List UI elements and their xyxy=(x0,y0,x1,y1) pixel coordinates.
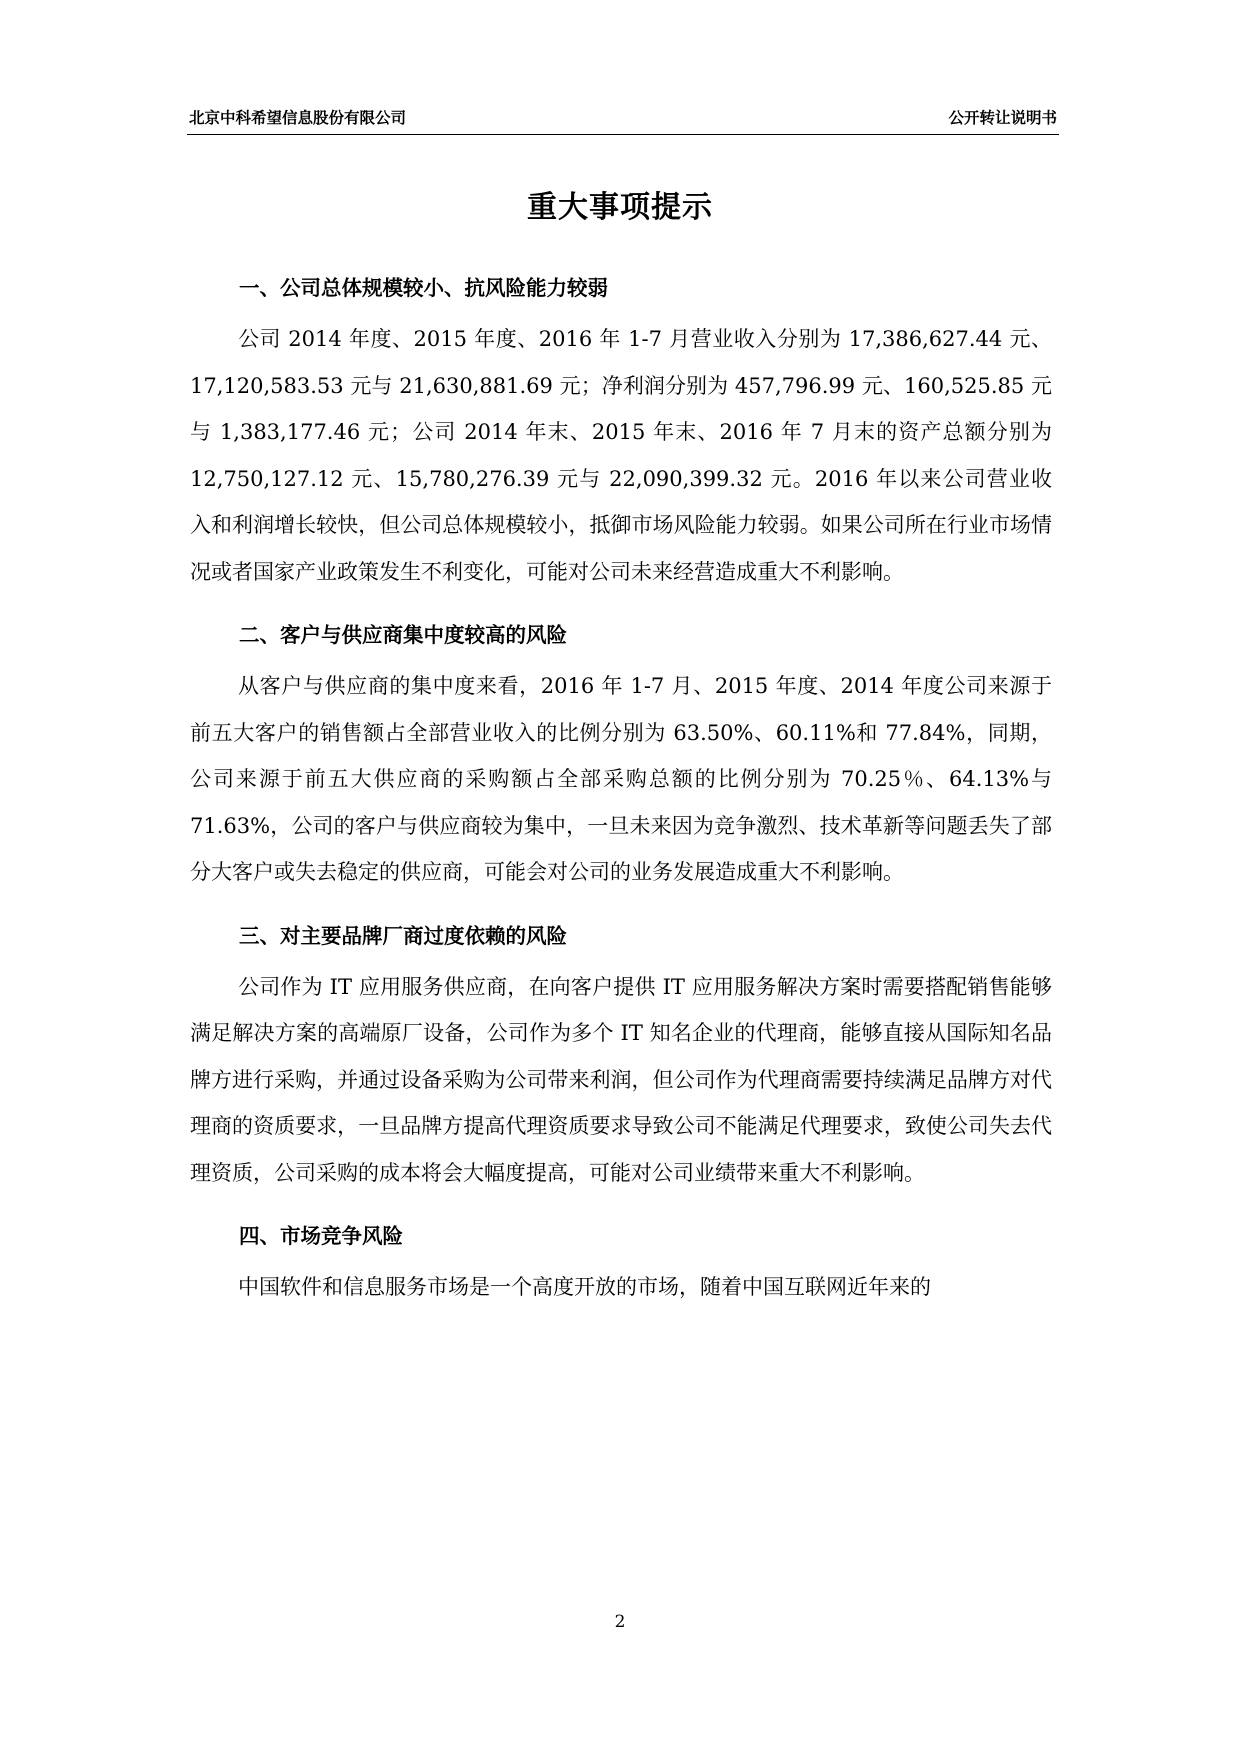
page-title: 重大事项提示 xyxy=(527,190,713,225)
section-4-paragraph: 中国软件和信息服务市场是一个高度开放的市场，随着中国互联网近年来的 xyxy=(238,1275,931,1299)
section-1-heading: 一、公司总体规模较小、抗风险能力较弱 xyxy=(239,276,608,300)
page-header xyxy=(187,100,1059,135)
header-document-type: 公开转让说明书 xyxy=(948,109,1057,127)
section-1-paragraph: 公司 2014 年度、2015 年度、2016 年 1-7 月营业收入分别为 17,386,627.44 元、17,120,583.53 元与 21,630,881.69 元；净利润分别为 457,796.99 元、160,525.85 元与 1,383,177.46 元；公司 2014 年末、2015 年末、2016 年 7 月末的资产总额分别为 12,750,127.12 元、15,780,276.39 元与 22,090,399.32 元。2016 年以来公司营业收入和利润增长较快，但公司总体规模较小，抵御市场风险能力较弱。如果公司所在行业市场情况或者国家产业政策发生不利变化，可能对公司未来经营造成重大不利影响。 xyxy=(190,327,1052,584)
section-3-paragraph: 公司作为 IT 应用服务供应商，在向客户提供 IT 应用服务解决方案时需要搭配销售能够满足解决方案的高端原厂设备，公司作为多个 IT 知名企业的代理商，能够直接从国际知名品牌方进行采购，并通过设备采购为公司带来利润，但公司作为代理商需要持续满足品牌方对代理商的资质要求，一旦品牌方提高代理资质要求导致公司不能满足代理要求，致使公司失去代理资质，公司采购的成本将会大幅度提高，可能对公司业绩带来重大不利影响。 xyxy=(190,974,1052,1185)
section-2-heading: 二、客户与供应商集中度较高的风险 xyxy=(239,623,567,647)
section-2-paragraph: 从客户与供应商的集中度来看，2016 年 1-7 月、2015 年度、2014 年度公司来源于前五大客户的销售额占全部营业收入的比例分别为 63.50%、60.11%和 77.84%，同期，公司来源于前五大供应商的采购额占全部采购总额的比例分别为 70.25％、64.13%与 71.63%，公司的客户与供应商较为集中，一旦未来因为竞争激烈、技术革新等问题丢失了部分大客户或失去稳定的供应商，可能会对公司的业务发展造成重大不利影响。 xyxy=(190,674,1052,884)
section-4-heading: 四、市场竞争风险 xyxy=(239,1224,403,1248)
document-body xyxy=(190,260,1052,1323)
page-number: 2 xyxy=(614,1612,626,1632)
header-company-name: 北京中科希望信息股份有限公司 xyxy=(189,109,407,127)
section-3-heading: 三、对主要品牌厂商过度依赖的风险 xyxy=(239,923,567,948)
